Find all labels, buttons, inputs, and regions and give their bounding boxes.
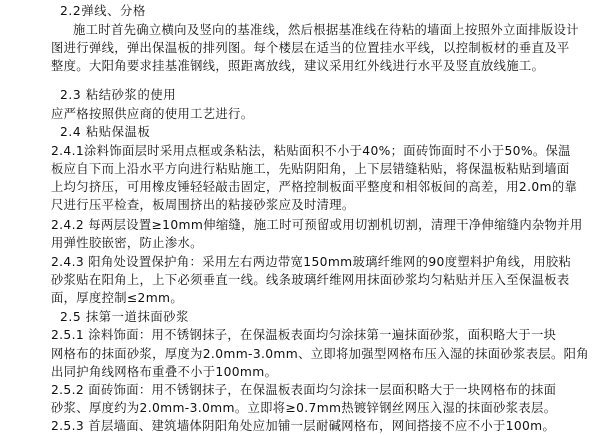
paragraph-line: 砂浆贴在阳角上，上下必须垂直一线。线条玻璃纤维网用抹面砂浆均匀粘贴并压入至保温板表 (51, 272, 570, 287)
paragraph-line: 整度。大阳角要求挂基准钢线，照距离放线，建议采用红外线进行水平及竖直放线施工。 (51, 59, 545, 74)
section-heading-2-2: 2.2弹线、分格 (60, 3, 146, 18)
paragraph-line: 2.5.2 面砖饰面：用不锈钢抹子，在保温板表面均匀涂抹一层面积略大于一块网格布的抹面 (51, 383, 557, 398)
paragraph-line: 施工时首先确立横向及竖向的基准线，然后根据基准线在待粘的墙面上按照外立面排版设计 (73, 22, 579, 37)
paragraph-line: 用弹性胶嵌密，防止渗水。 (51, 235, 203, 250)
paragraph-line: 板应自下而上沿水平方向进行粘贴施工，先贴阴阳角，上下层错缝粘贴，将保温板粘贴到墙面 (51, 162, 570, 176)
paragraph-line: 上均匀挤压，可用橡皮锤轻轻敲击固定，严格控制板面平整度和相邻板间的高差，用2.0m的靠 (51, 180, 578, 195)
paragraph-line: 图进行弹线，弹出保温板的排列图。每个楼层在适当的位置挂水平线，以控制板材的垂直及平 (51, 41, 570, 56)
paragraph-line: 2.4.1涂料饰面层时采用点框或条粘法，粘贴面积不小于40%；面砖饰面时不小于50%。保温 (51, 143, 571, 158)
paragraph-line: 2.4.3 阳角处设置保护角：采用左右两边带宽150mm玻璃纤维网的90度塑料护角线，用胶粘 (51, 254, 572, 269)
paragraph-line: 2.4.2 每两层设置≥10mm伸缩缝，施工时可预留或用切割机切割，清理干净伸缩缝内杂物并用 (51, 217, 583, 232)
paragraph-line: 应严格按照供应商的使用工艺进行。 (51, 106, 254, 121)
section-heading-2-5: 2.5 抹第一道抹面砂浆 (60, 310, 190, 325)
paragraph-line: 网格布的抹面砂浆，厚度为2.0mm-3.0mm、立即将加强型网格布压入湿的抹面砂浆表层。阳角 (51, 346, 589, 361)
paragraph-line: 面，厚度控制≤2mm。 (51, 291, 184, 306)
section-heading-2-3: 2.3 粘结砂浆的使用 (60, 88, 177, 103)
paragraph-line: 2.5.3 首层墙面、建筑墙体阴阳角处应加铺一层耐碱网格布，网间搭接不应不小于100m。 (51, 419, 556, 434)
paragraph-line: 砂浆、厚度约为2.0mm-3.0mm。立即将≥0.7mm热镀锌钢丝网压入湿的抹面砂浆表层。 (51, 401, 557, 416)
paragraph-line: 2.5.1 涂料饰面：用不锈钢抹子，在保温板表面均匀涂抹第一遍抹面砂浆，面积略大于一块 (51, 328, 557, 343)
section-heading-2-4: 2.4 粘贴保温板 (60, 124, 151, 139)
paragraph-line: 尺进行压平检查，板周围挤出的粘接砂浆应及时清理。 (51, 198, 355, 213)
paragraph-line: 出同护角线网格布重叠不小于100mm。 (51, 364, 278, 379)
